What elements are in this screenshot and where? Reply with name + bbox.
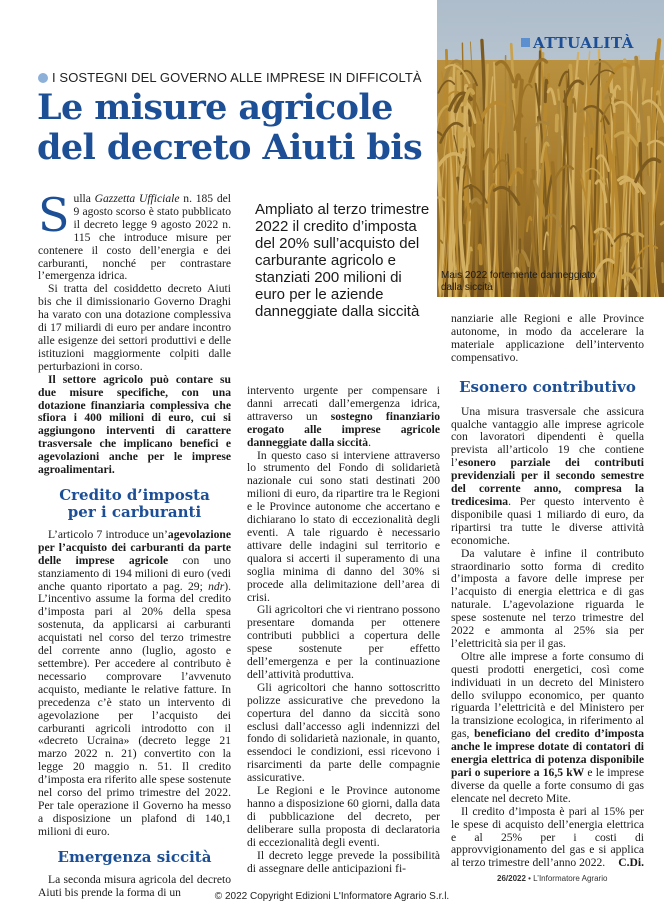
photo-caption-line-1: Mais 2022 fortemente danneggiato	[441, 270, 596, 281]
photo-caption	[441, 270, 651, 294]
article-paragraph: Si tratta del cosiddetto decreto Aiuti bis che il dimissionario Governo Draghi ha varato con una dotazione complessiva di 17 miliardi di euro per andare incontro alle esigenze dei settori produttivi e delle istituzioni maggiormente colpiti dalle perturbazioni in corso.	[38, 282, 231, 373]
pull-quote: Ampliato al terzo trimestre 2022 il credito d’imposta del 20% sull’acquisto del carburante agricolo e stanziati 200 milioni di euro per le aziende danneggiate dalla siccità	[255, 201, 430, 320]
text-run: ulla	[73, 192, 95, 205]
section-label: ATTUALITÀ	[533, 34, 634, 52]
drop-cap: S	[38, 188, 70, 242]
text-run: .	[368, 435, 371, 449]
magazine-name: L’Informatore Agrario	[533, 874, 608, 883]
text-run: Il credito d’imposta è pari al 15% per le spese di acquisto dell’energia elettrica e al 25% per i costi di approvvigionamento del gas e si applica al terzo trimestre dell’anno 2022.	[451, 804, 644, 870]
article-paragraph: Le Regioni e le Province autonome hanno a disposizione 60 giorni, dalla data di pubblicazione del decreto, per deliberare sulla proposta di declaratoria di eccezionalità degli eventi.	[247, 784, 440, 849]
text-run: intervento urgente per compensare i danni arrecati dall’emergenza idrica, attraverso un	[247, 384, 440, 423]
text-run: . Per questo intervento è disponibile quasi 1 miliardo di euro, da ripartirsi tra tutte le diverse attività economiche.	[451, 494, 644, 547]
text-run: Una misura trasversale che assicura qualche vantaggio alle imprese agricole con lavoratori dipendenti è quella prevista all’articolo 19 che contiene l’	[451, 404, 644, 470]
section-tag	[521, 34, 634, 52]
article-paragraph	[451, 406, 644, 548]
issue-number: 26/2022	[497, 874, 526, 883]
headline	[37, 88, 437, 168]
subhead-credito-imposta	[38, 487, 231, 521]
text-run: n. 185 del 9 agosto scorso è stato pubblicato il decreto legge 9 agosto 2022 n. 115 che introduce misure per contenere il costo dell’energia e dei carburanti, nonché per contrastare l’emergenza idrica.	[38, 192, 231, 283]
article-paragraph: La seconda misura agricola del decreto Aiuti bis prende la forma di un	[38, 872, 231, 899]
article-paragraph: Da valutare è infine il contributo straordinario sotto forma di credito d’imposta a favore delle imprese per l’acquisto di energia elettrica e di gas naturale. L’agevolazione riguarda le spese sostenute nel terzo trimestre del 2022 e ammonta al 25% sia per l’elettricità sia per il gas.	[451, 546, 644, 650]
text-run: e le imprese diverse da quelle a forte consumo di gas elencate nel decreto Mite.	[451, 766, 644, 805]
subhead-line: Credito d’imposta	[59, 485, 210, 504]
article-paragraph: In questo caso si interviene attraverso lo strumento del Fondo di solidarietà nazionale cui sono stati destinati 200 milioni di euro, da ripartire tra le Regioni e le Province autonome che accertano e dichiarano lo stato di eccezionalità degli eventi. A tale riguardo è necessario attivare delle indagini sul territorio e qualora si accerti il superamento di una soglia minima di danno del 30% si procede alla delimitazione dell’area di crisi.	[247, 448, 440, 604]
text-run: Oltre alle imprese a forte consumo di questi prodotti energetici, così come individuati in un decreto del Ministero dello sviluppo economico, per quanto riguarda l’elettricità e del Ministero per la transizione ecologica, in riferimento al gas,	[451, 649, 644, 741]
section-square-icon	[521, 38, 530, 47]
bold-text: Il settore agricolo può contare su due misure specifiche, con una dotazione finanziaria complessiva che sfiora i 400 milioni di euro, cui si aggiungono interventi di carattere trasversale che implicano benefici e agevolazioni anche per le imprese agroalimentari.	[38, 372, 231, 477]
article-paragraph	[451, 651, 644, 806]
subhead-emergenza-siccita: Emergenza siccità	[57, 847, 212, 866]
subhead-esonero-contributivo: Esonero contributivo	[459, 377, 636, 396]
subhead-line: per i carburanti	[67, 502, 202, 521]
article-paragraph: Gli agricoltori che vi rientrano possono presentare domanda per ottenere contributi pubblici a copertura delle spese sostenute per effetto dell’emergenza e per la continuazione dell’attività produttiva.	[247, 603, 440, 681]
article-paragraph	[247, 385, 440, 450]
article-column-2	[247, 385, 440, 875]
page-footer: 26/2022 • L’Informatore Agrario	[497, 874, 608, 883]
bold-text: esonero parziale dei contributi previdenziali per il secondo semestre del corrente anno, compresa la tredicesima	[451, 456, 644, 508]
kicker	[38, 70, 422, 85]
headline-line-2: del decreto Aiuti bis	[37, 127, 423, 168]
article-column-1	[38, 188, 231, 900]
article-paragraph: Gli agricoltori che hanno sottoscritto polizze assicurative che prevedono la copertura del danno da siccità sono esclusi dall’accesso agli indennizzi del fondo di solidarietà nazionale, in quanto, essendoci le condizioni, essi ricevono i risarcimenti da parte delle compagnie assicurative.	[247, 680, 440, 785]
copyright-notice: © 2022 Copyright Edizioni L'Informatore Agrario S.r.l.	[214, 891, 450, 902]
text-run: ). L’incentivo assume la forma del credito d’imposta pari al 20% della spesa sostenuta, da applicarsi ai carburanti acquistati nel corso del terzo trimestre del corrente anno (luglio, agosto e settembre). Per accedere al contributo è necessario comprovare l’avvenuto acquisto, mediante le relative fatture. In precedenza c’è stato un intervento di agevolazione per l’acquisto dei carburanti agricoli introdotto con il «decreto Ucraina» (decreto legge 21 marzo 2022 n. 21) convertito con la legge 20 maggio n. 51. Il credito d’imposta era riferito alle spese sostenute nel corso del primo trimestre del 2022. Per tale operazione il Governo ha messo a disposizione un plafond di 140,1 milioni di euro.	[38, 579, 231, 838]
article-paragraph	[451, 806, 644, 871]
ndr-note: ndr	[208, 579, 225, 593]
bold-text: beneficiano del credito d’imposta anche le imprese dotate di contatori di energia elettrica di potenza disponibile pari o superiore a 16,5 kW	[451, 727, 644, 779]
article-column-3	[451, 313, 644, 870]
kicker-text: I SOSTEGNI DEL GOVERNO ALLE IMPRESE IN DIFFICOLTÀ	[52, 70, 422, 85]
bold-text: agevolazione per l’acquisto dei carburanti da parte delle imprese agricole	[38, 527, 231, 567]
text-run: con uno stanziamento di 194 milioni di euro (vedi anche quanto riportato a pag. 29;	[38, 553, 231, 593]
photo-caption-line-2: dalla siccità	[441, 282, 493, 293]
article-paragraph: Il decreto legge prevede la possibilità di assegnare delle anticipazioni fi-	[247, 848, 440, 875]
bullet-dot-icon	[38, 73, 48, 83]
author-signature: C.Di.	[618, 856, 644, 870]
text-run: L’articolo 7 introduce un’	[48, 527, 168, 541]
article-paragraph	[38, 188, 231, 283]
headline-line-1: Le misure agricole	[37, 87, 393, 128]
gazzetta-ufficiale: Gazzetta Ufficiale	[94, 192, 180, 205]
article-paragraph	[38, 529, 231, 839]
article-paragraph: nanziarie alle Regioni e alle Province autonome, in modo da accelerare la materiale applicazione dell’intervento compensativo.	[451, 312, 644, 364]
bold-text: sostegno finanziario erogato alle imprese agricole danneggiate dalla siccità	[247, 409, 440, 449]
article-paragraph	[38, 374, 231, 477]
